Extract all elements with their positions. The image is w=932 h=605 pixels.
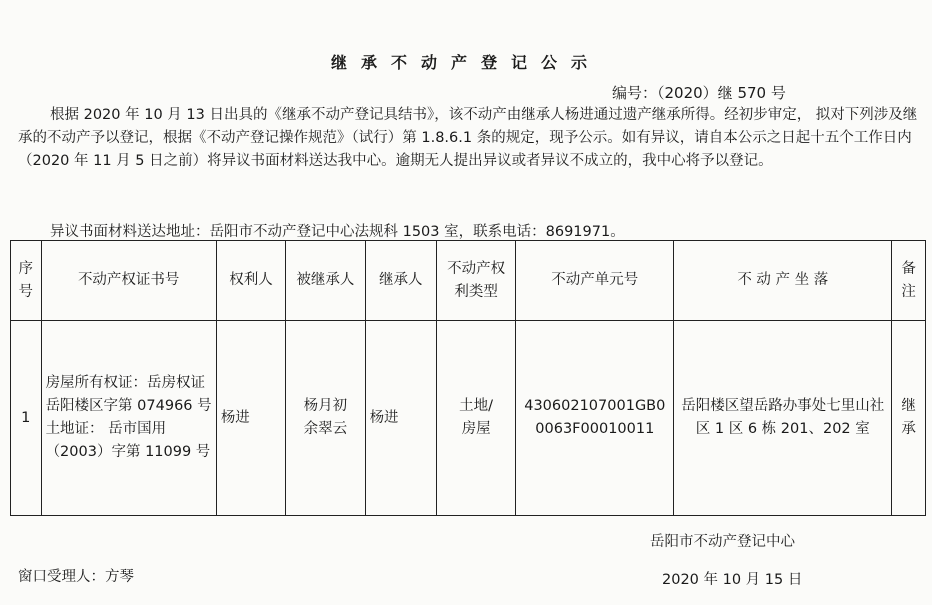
objection-address: 异议书面材料送达地址：岳阳市不动产登记中心法规科 1503 室，联系电话：8691971。 [50, 224, 625, 240]
cell-remark: 继承 [892, 321, 926, 516]
cell-unit-no: 430602107001GB0 0063F00010011 [516, 321, 674, 516]
document-number: 编号：（2020）继 570 号 [612, 84, 786, 102]
registration-table [10, 240, 926, 516]
table-header-row [11, 241, 926, 321]
header-right-type: 不动产权利类型 [436, 241, 515, 321]
header-heir: 继承人 [365, 241, 436, 321]
table-row [11, 321, 926, 516]
header-location: 不 动 产 坐 落 [674, 241, 892, 321]
header-unit-no: 不动产单元号 [516, 241, 674, 321]
cell-cert-no: 房屋所有权证：岳房权证岳阳楼区字第 074966 号 土地证： 岳市国用（2003）字第 11099 号 [41, 321, 216, 516]
body-paragraph: 根据 2020 年 10 月 13 日出具的《继承不动产登记具结书》，该不动产由继承人杨进通过遗产继承所得。经初步审定， 拟对下列涉及继承的不动产予以登记，根据《不动产登记操作规范》（试行）第 1.8.6.1 条的规定，现予公示。如有异议，请自本公示之日起十五个工作日内（2020 年 11 月 5 日之前）将异议书面材料送达我中心。逾期无人提出异议或者异议不成立的，我中心将予以登记。 [18, 107, 918, 169]
cell-location: 岳阳楼区望岳路办事处七里山社区 1 区 6 栋 201、202 室 [674, 321, 892, 516]
page-title: 继承不动产登记公示 [330, 53, 601, 72]
issue-date: 2020 年 10 月 15 日 [662, 572, 803, 588]
header-remark: 备注 [892, 241, 926, 321]
cell-decedent: 杨月初 余翠云 [286, 321, 365, 516]
header-holder: 权利人 [216, 241, 285, 321]
cell-seq: 1 [11, 321, 42, 516]
header-seq: 序号 [11, 241, 42, 321]
header-decedent: 被继承人 [286, 241, 365, 321]
issuer-name: 岳阳市不动产登记中心 [650, 534, 795, 550]
cell-heir: 杨进 [365, 321, 436, 516]
cell-holder: 杨进 [216, 321, 285, 516]
header-cert-no: 不动产权证书号 [41, 241, 216, 321]
window-receiver: 窗口受理人：方琴 [18, 569, 134, 585]
notice-body [18, 104, 918, 173]
cell-right-type: 土地/ 房屋 [436, 321, 515, 516]
